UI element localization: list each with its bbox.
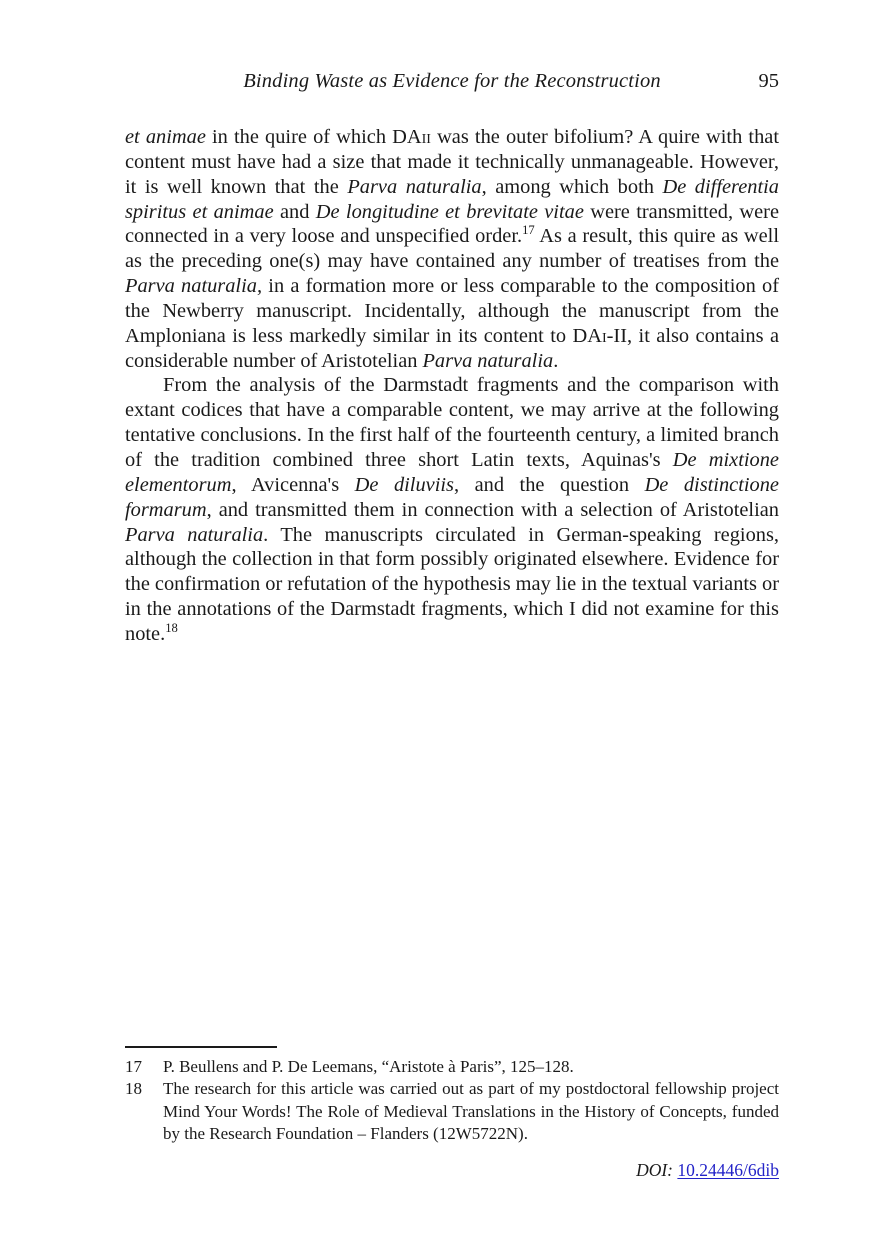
doi-line (636, 1160, 779, 1181)
running-head-title: Binding Waste as Evidence for the Reconstruction (243, 70, 661, 92)
running-head (125, 70, 779, 93)
footnote-item (125, 1078, 779, 1145)
paragraph-2: From the analysis of the Darmstadt fragments and the comparison with extant codices that have a comparable content, we may arrive at the following tentative conclusions. In the first half of the fourteenth century, a limited branch of the tradition combined three short Latin texts, Aquinas's De mixtione elementorum, Avicenna's De diluviis, and the question De distinctione formarum, and transmitted them in connection with a selection of Aristotelian Parva naturalia. The manuscripts circulated in German-speaking regions, although the collection in that form possibly originated elsewhere. Evidence for the confirmation or refutation of the hypothesis may lie in the textual variants or in the annotations of the Darmstadt fragments, which I did not examine for this note.$^{18}$ (125, 374, 779, 645)
doi-label: DOI: (636, 1160, 674, 1180)
footnotes-section (125, 1056, 779, 1146)
page-number: 95 (758, 70, 779, 92)
footnote-separator-rule (125, 1046, 277, 1048)
doi-link[interactable]: 10.24446/6dib (677, 1160, 779, 1180)
footnote-text: The research for this article was carried out as part of my postdoctoral fellowship project Mind Your Words! The Role of Medieval Translations in the History of Concepts, funded by the Research Foundation – Flanders (12W5722N). (163, 1079, 779, 1144)
footnote-number: 17 (125, 1057, 142, 1076)
footnote-number: 18 (125, 1079, 142, 1099)
footnote-text: P. Beullens and P. De Leemans, “Aristote à Paris”, 125–128. (163, 1057, 574, 1076)
body-text (125, 125, 779, 647)
paragraph-1: et animae in the quire of which DAii was the outer bifolium? A quire with that content must have had a size that made it technically unmanageable. However, it is well known that the Parva naturalia, among which both De differentia spiritus et animae and De longitudine et brevitate vitae were transmitted, were connected in a very loose and unspecified order.$^{17}$ As a result, this quire as well as the preceding one(s) may have contained any number of treatises from the Parva naturalia, in a formation more or less comparable to the composition of the Newberry manuscript. Incidentally, although the manuscript from the Amploniana is less markedly similar in its content to DAi-II, it also contains a considerable number of Aristotelian Parva naturalia. (125, 126, 780, 372)
footnote-item (125, 1056, 779, 1078)
